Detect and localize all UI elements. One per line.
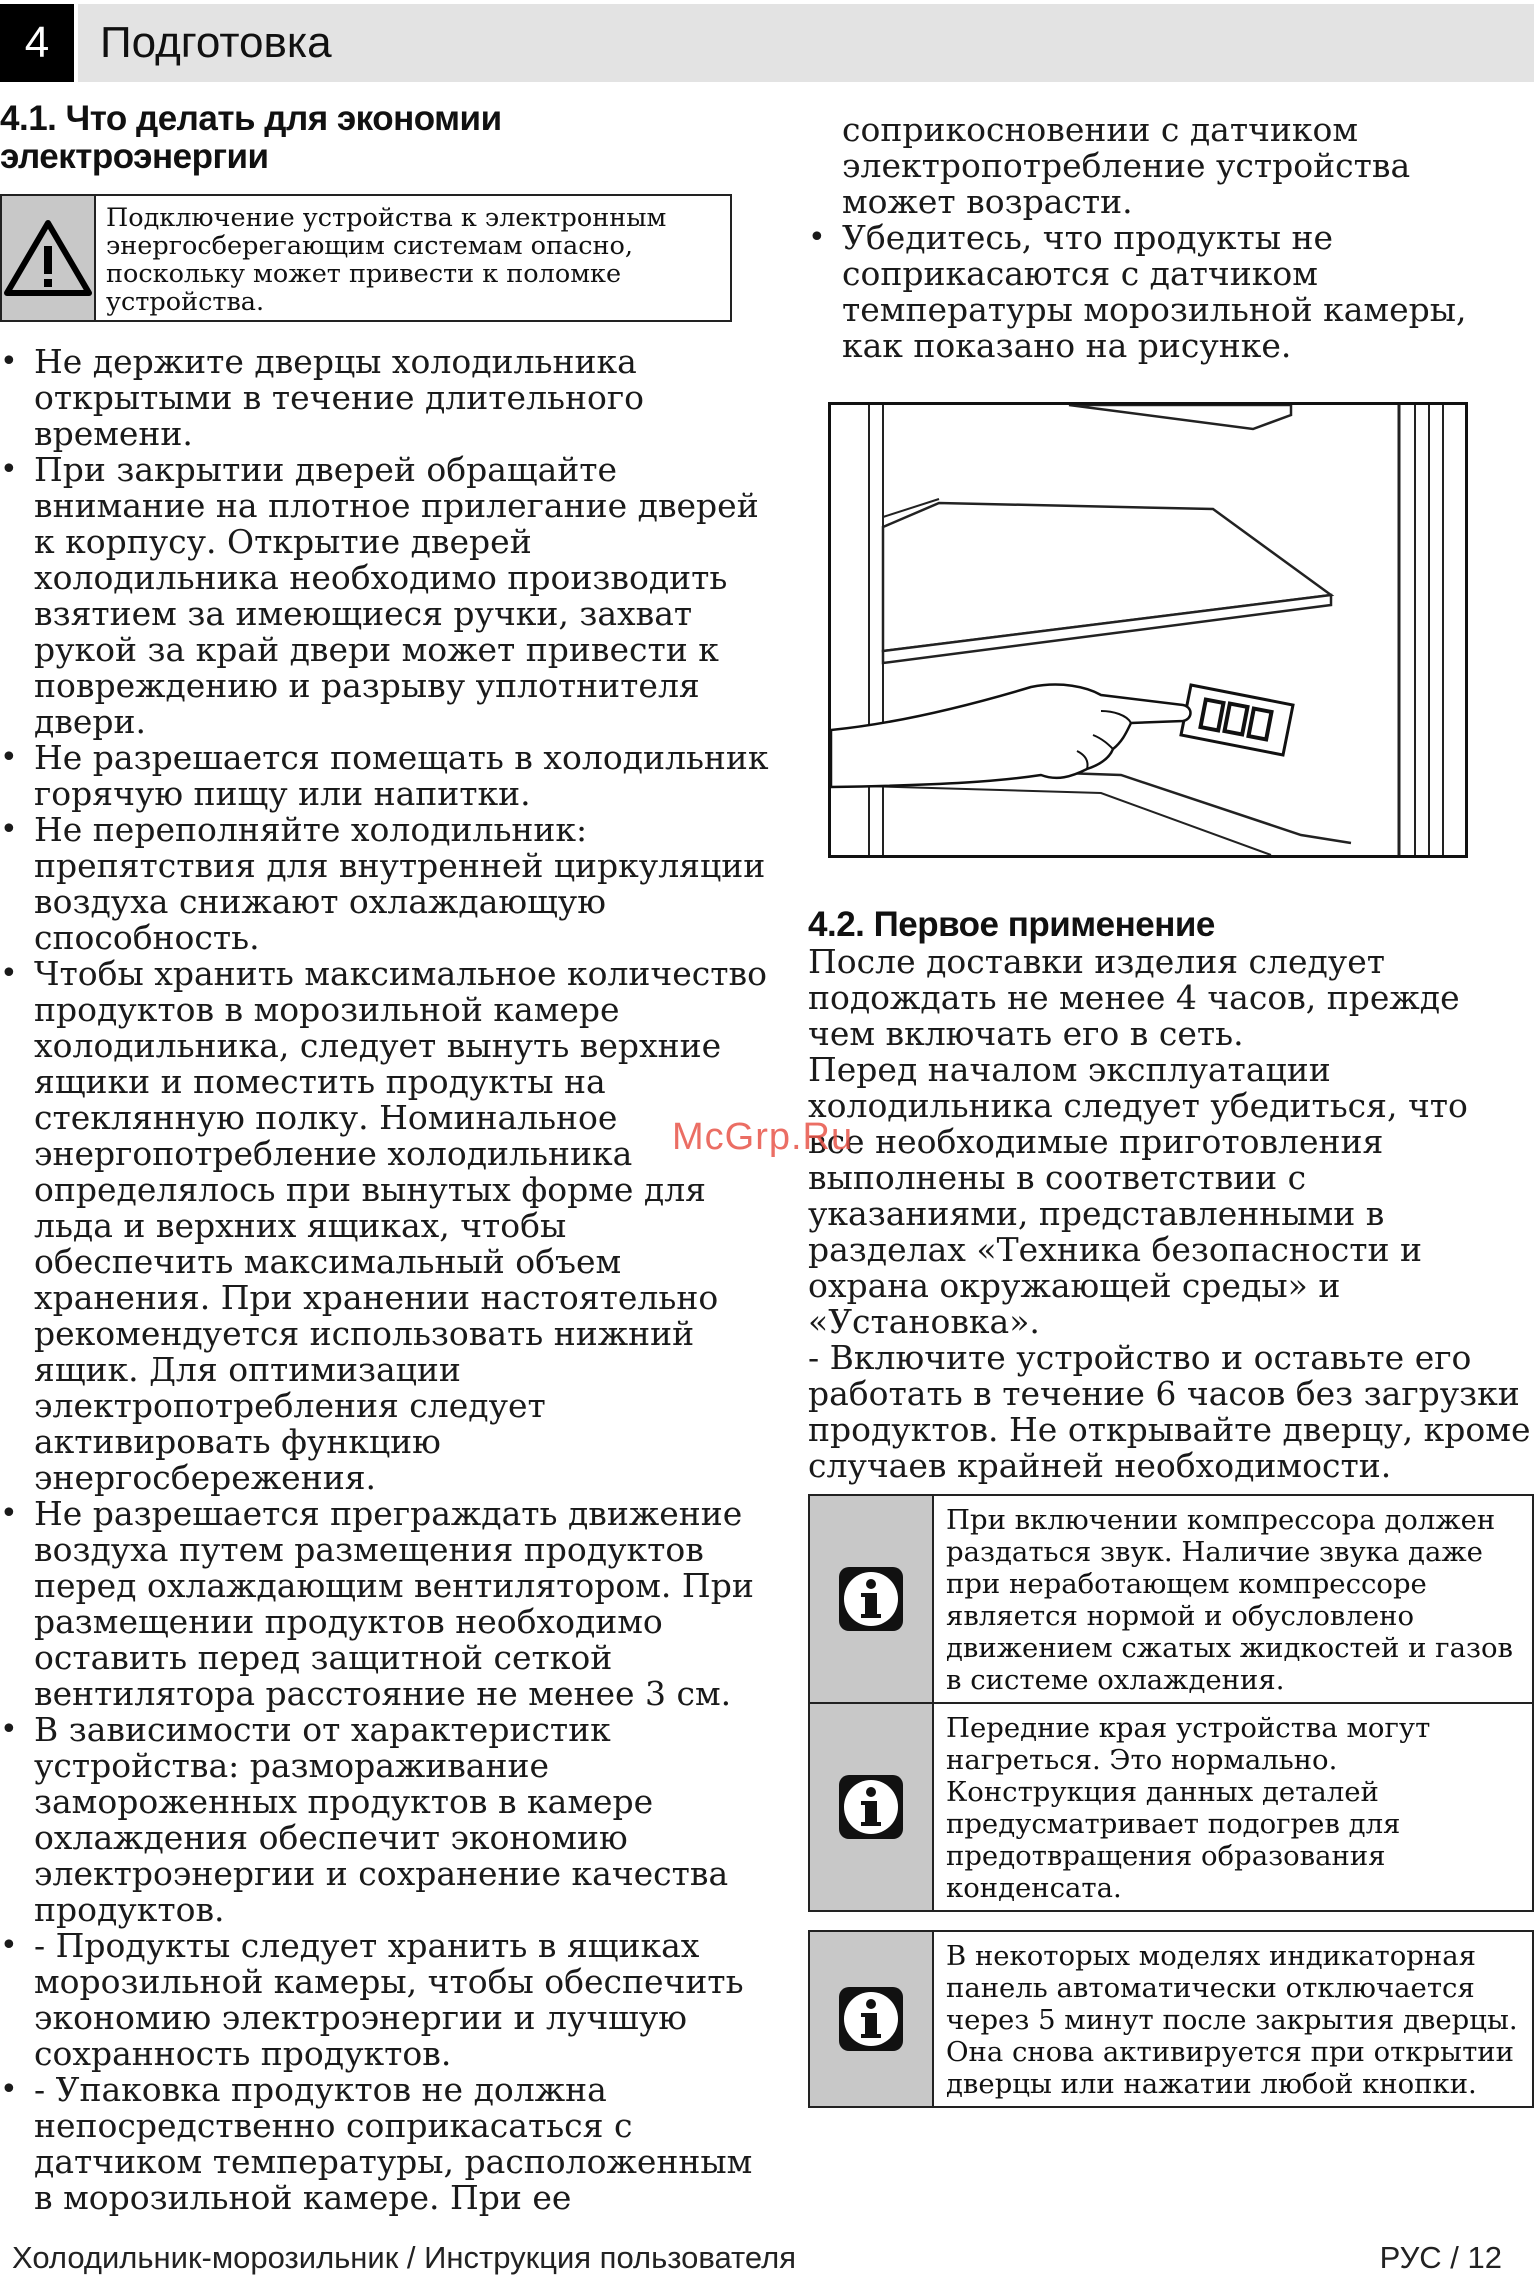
- info-notes-group: [808, 1930, 1534, 2108]
- watermark: McGrp.Ru: [672, 1116, 854, 1158]
- left-column: [0, 100, 770, 2216]
- info-note: [808, 1704, 1534, 1912]
- sensor-tip-list: [808, 220, 1534, 364]
- list-item: • Не разрешается преграждать движение воздуха путем размещения продуктов перед охлаждающим вентилятором. При размещении продуктов необходимо оставить перед защитной сеткой вентилятора расстояние не менее 3 см.: [0, 1496, 770, 1712]
- info-notes-group: [808, 1494, 1534, 1912]
- info-icon: [810, 1932, 934, 2106]
- chapter-title: Подготовка: [78, 4, 1534, 82]
- list-item: • Чтобы хранить максимальное количество продуктов в морозильной камере холодильника, следует вынуть верхние ящики и поместить продукты на стеклянную полку. Номинальное энергопотребление холодильника определялось при вынутых форме для льда и верхних ящиках, чтобы обеспечить максимальный объем хранения. При хранении настоятельно рекомендуется использовать нижний ящик. Для оптимизации электропотребления следует активировать функцию энергосбережения.: [0, 956, 770, 1496]
- warning-triangle-icon: [2, 196, 96, 320]
- warning-box: [0, 194, 732, 322]
- list-item: • Не переполняйте холодильник: препятствия для внутренней циркуляции воздуха снижают охлаждающую способность.: [0, 812, 770, 956]
- section-title-line1: 4.1. Что делать для экономии: [0, 99, 502, 138]
- list-item: • При закрытии дверей обращайте внимание на плотное прилегание дверей к корпусу. Открытие дверей холодильника необходимо производить взятием за имеющиеся ручки, захват рукой за край двери может привести к повреждению и разрыву уплотнителя двери.: [0, 452, 770, 740]
- page-footer: [0, 2240, 1534, 2276]
- list-item: • Не держите дверцы холодильника открытыми в течение длительного времени.: [0, 344, 770, 452]
- info-icon: [810, 1496, 934, 1702]
- right-column: [808, 112, 1534, 2108]
- section-4-1-title: [0, 100, 770, 176]
- info-note-text: Передние края устройства могут нагреться. Это нормально. Конструкция данных деталей предусматривает подогрев для предотвращения образования конденсата.: [946, 1712, 1431, 1904]
- info-note-text: При включении компрессора должен раздаться звук. Наличие звука даже при неработающем компрессоре является нормой и обусловлено движением сжатых жидкостей и газов в системе охлаждения.: [946, 1504, 1513, 1696]
- list-item: • Не разрешается помещать в холодильник горячую пищу или напитки.: [0, 740, 770, 812]
- list-item: • В зависимости от характеристик устройства: размораживание замороженных продуктов в камере охлаждения обеспечит экономию электроэнергии и сохранение качества продуктов.: [0, 1712, 770, 1928]
- section-4-2: [808, 906, 1534, 1484]
- footer-title: Холодильник-морозильник / Инструкция пользователя: [12, 2240, 796, 2275]
- info-note: [808, 1930, 1534, 2108]
- warning-text: Подключение устройства к электронным энергосберегающим системам опасно, поскольку может привести к поломке устройства.: [106, 203, 667, 317]
- page-number: РУС / 12: [1379, 2240, 1502, 2275]
- energy-tips-list: [0, 344, 770, 2216]
- sensor-illustration: [828, 402, 1468, 858]
- info-icon: [810, 1704, 934, 1910]
- section-4-2-title: 4.2. Первое применение: [808, 905, 1215, 944]
- paragraph: После доставки изделия следует подождать не менее 4 часов, прежде чем включать его в сеть.: [808, 942, 1460, 1053]
- paragraph: - Включите устройство и оставьте его работать в течение 6 часов без загрузки продуктов. Не открывайте дверцу, кроме случаев крайней необходимости.: [808, 1338, 1531, 1485]
- info-note-text: В некоторых моделях индикаторная панель автоматически отключается через 5 минут после закрытия дверцы. Она снова активируется при открытии дверцы или нажатии любой кнопки.: [946, 1940, 1518, 2100]
- section-title-line2: электроэнергии: [0, 137, 269, 176]
- info-note: [808, 1494, 1534, 1704]
- chapter-number: 4: [0, 4, 74, 82]
- list-item: • - Упаковка продуктов не должна непосредственно соприкасаться с датчиком температуры, расположенным в морозильной камере. При ее: [0, 2072, 770, 2216]
- list-item: • Убедитесь, что продукты не соприкасаются с датчиком температуры морозильной камеры, как показано на рисунке.: [808, 220, 1534, 364]
- continued-text: соприкосновении с датчиком электропотребление устройства может возрасти.: [842, 110, 1411, 221]
- paragraph: Перед началом эксплуатации холодильника следует убедиться, что все необходимые приготовления выполнены в соответствии с указаниями, представленными в разделах «Техника безопасности и охрана окружающей среды» и «Установка».: [808, 1050, 1468, 1341]
- page-header: [0, 0, 1534, 84]
- list-item: • - Продукты следует хранить в ящиках морозильной камеры, чтобы обеспечить экономию электроэнергии и лучшую сохранность продуктов.: [0, 1928, 770, 2072]
